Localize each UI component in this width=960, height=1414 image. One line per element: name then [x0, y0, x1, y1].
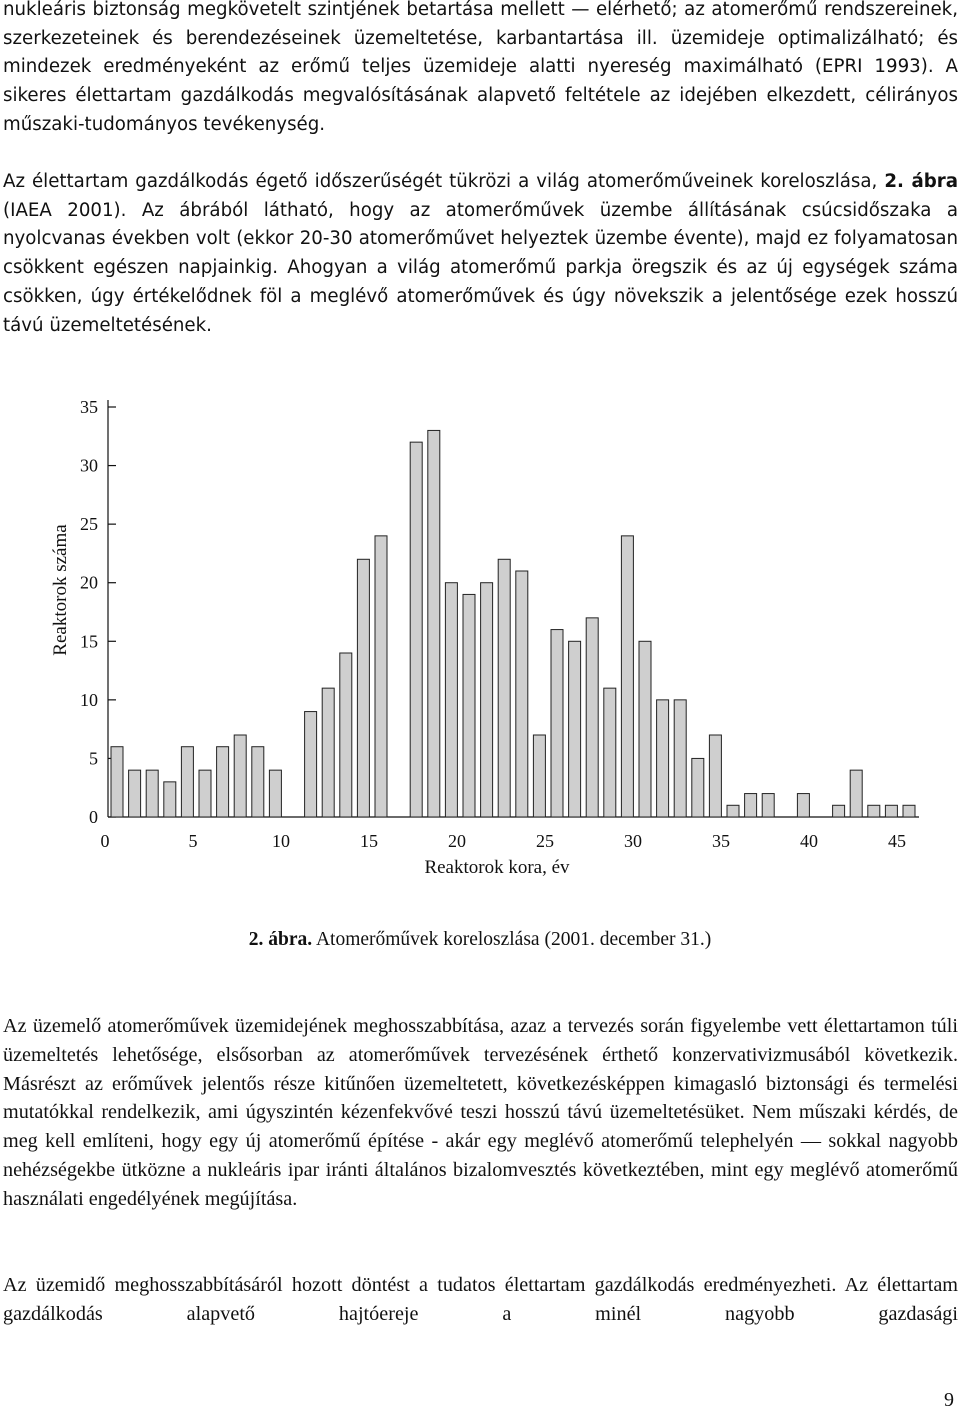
bar [111, 747, 123, 817]
x-tick-label: 0 [100, 831, 110, 851]
y-tick-label: 25 [80, 514, 98, 535]
x-tick-label: 35 [712, 831, 730, 851]
bar [516, 571, 528, 817]
bar [551, 630, 563, 817]
bar [481, 583, 493, 817]
x-tick-label: 20 [448, 831, 466, 851]
bar [181, 747, 193, 817]
y-axis-label: Reaktorok száma [50, 524, 71, 656]
x-tick-label: 25 [536, 831, 554, 851]
bar [621, 536, 633, 817]
x-axis [101, 817, 920, 851]
bar [322, 688, 334, 817]
page-number: 9 [944, 1389, 954, 1411]
x-tick-label: 15 [360, 831, 378, 851]
bar [604, 688, 616, 817]
bar [850, 770, 862, 817]
bar [762, 794, 774, 817]
y-tick-label: 20 [80, 572, 98, 593]
bar [569, 641, 581, 817]
paragraph-2-text-end: (IAEA 2001). Az ábrából látható, hogy az atomerőművek üzembe állításának csúcsidőszaka a nyolcvanas években volt (ekkor 20-30 atomerőművet helyeztek üzembe évente), majd ez folyamatosan csökkent egészen napjainkig. Ahogyan a világ atomerőmű parkja öregszik és az új egységek száma csökken, úgy értékelődnek föl a meglévő atomerőművek és úgy növekszik a jelentősége ezek hosszú távú üzemeltetésének. [3, 199, 958, 336]
bar [234, 735, 246, 817]
bar [692, 758, 704, 817]
x-tick-label: 5 [188, 831, 198, 851]
bar [199, 770, 211, 817]
bars [111, 430, 915, 817]
y-tick-label: 0 [89, 807, 98, 827]
bar [340, 653, 352, 817]
bar [727, 805, 739, 817]
bar [903, 805, 915, 817]
bar [252, 747, 264, 817]
bar [745, 794, 757, 817]
bar [868, 805, 880, 817]
bar [498, 559, 510, 817]
bar [833, 805, 845, 817]
bar [428, 430, 440, 817]
y-tick-label: 30 [80, 455, 98, 476]
paragraph-3: Az üzemelő atomerőművek üzemidejének meghosszabbítása, azaz a tervezés során figyelembe vett élettartamon túli üzemeltetés lehetősége, elsősorban az atomerőművek tervezésének érthető konzervativizmusából következik. Másrészt az erőművek jelentős része kitűnően üzemeltetett, következésképpen kimagasló biztonsági és termelési mutatókkal rendelkezik, ami úgyszintén kézenfekvővé teszi hosszú távú üzemeltetésüket. Nem műszaki kérdés, de meg kell említeni, hogy egy új atomerőmű építése - akár egy meglévő atomerőmű telephelyén — sokkal nagyobb nehézségekbe ütközne a nukleáris ipar iránti általános bizalomvesztés következtében, mint egy meglévő atomerőmű használati engedélyének megújítása. [3, 1015, 958, 1210]
figure-caption-text: Atomerőművek koreloszlása (2001. december 31.) [315, 929, 712, 950]
bar [410, 442, 422, 817]
bar [533, 735, 545, 817]
figure-caption-label: 2. ábra. [248, 929, 313, 950]
bar [375, 536, 387, 817]
y-tick-label: 5 [89, 748, 98, 769]
paragraph-2 [3, 168, 958, 340]
bar [269, 770, 281, 817]
bar [129, 770, 141, 817]
bar [164, 782, 176, 817]
x-tick-label: 10 [272, 831, 290, 851]
figure-caption [0, 929, 960, 951]
bar [146, 770, 158, 817]
age-distribution-chart [0, 390, 960, 890]
y-tick-label: 10 [80, 689, 98, 710]
paragraph-1: nukleáris biztonság megkövetelt szintjének betartása mellett — elérhető; az atomerőmű rendszereinek, szerkezeteinek és berendezéseinek üzemeltetése, karbantartása ill. üzemideje optimalizálható; és mindezek eredményeként az erőmű teljes üzemideje alatti nyereség maximálható (EPRI 1993). A sikeres élettartam gazdálkodás megvalósításának alapvető feltétele az idejében elkezdett, célirányos műszaki-tudományos tevékenység. [3, 0, 958, 135]
x-tick-label: 30 [624, 831, 642, 851]
bar [445, 583, 457, 817]
paragraph-4: Az üzemidő meghosszabbításáról hozott döntést a tudatos élettartam gazdálkodás eredményezheti. Az élettartam gazdálkodás alapvető hajtóereje a minél nagyobb gazdasági [3, 1274, 958, 1325]
bar [217, 747, 229, 817]
bar [657, 700, 669, 817]
x-tick-label: 45 [888, 831, 906, 851]
x-axis-label: Reaktorok kora, év [424, 857, 570, 878]
bar [357, 559, 369, 817]
x-tick-label: 40 [800, 831, 818, 851]
bar [463, 594, 475, 817]
bar [885, 805, 897, 817]
bar [674, 700, 686, 817]
y-tick-label: 15 [80, 631, 98, 652]
bar [797, 794, 809, 817]
figure-reference: 2. ábra [884, 171, 958, 192]
bar [305, 712, 317, 817]
paragraph-2-text-start: Az élettartam gazdálkodás égető időszerűségét tükrözi a világ atomerőműveinek koreloszlása, [3, 171, 878, 192]
y-tick-label: 35 [80, 397, 98, 417]
bar [586, 618, 598, 817]
bar [639, 641, 651, 817]
bar [709, 735, 721, 817]
